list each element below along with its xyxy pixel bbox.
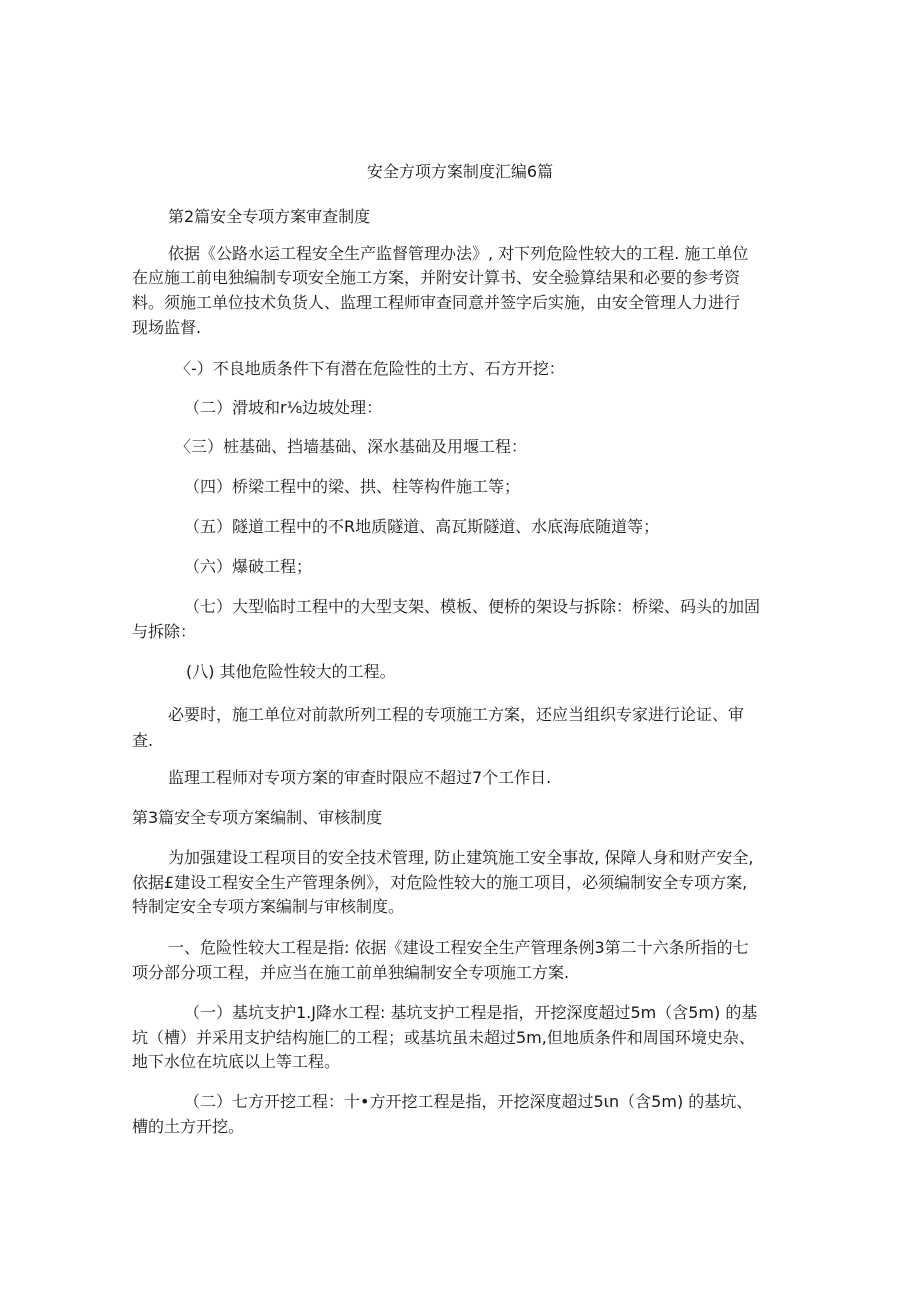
list-item-3: 〈三）桩基础、挡墙基础、深水基础及用堰工程： bbox=[175, 437, 528, 456]
list-item-7-line-2: 与拆除： bbox=[132, 622, 197, 641]
review-limit: 监理工程师对专项方案的审查时限应不超过7个工作日. bbox=[168, 768, 552, 787]
section-2-intro-line-4: 现场监督. bbox=[132, 318, 202, 337]
list-item-6: （六）爆破工程； bbox=[184, 557, 313, 576]
point-1-line-1: 一、危险性较大工程是指: 依据《建设工程安全生产管理条例3第二十六条所指的七 bbox=[168, 938, 749, 957]
sub-1-line-3: 地下水位在坑底以上等工程。 bbox=[132, 1052, 341, 1071]
section-2-intro-line-2: 在应施工前电独编制专项安全施工方案，并附安计算书、安全验算结果和必要的参考资 bbox=[132, 268, 741, 287]
list-item-8: (八) 其他危险性较大的工程。 bbox=[186, 662, 396, 681]
point-1-line-2: 项分部分项工程，并应当在施工前单独编制安全专项施工方案. bbox=[132, 963, 570, 982]
list-item-4: （四）桥梁工程中的梁、拱、柱等构件施工等； bbox=[184, 477, 521, 496]
section-2-heading: 第2篇安全专项方案审查制度 bbox=[168, 207, 371, 226]
list-item-1: 〈-）不良地质条件下有潜在危险性的土方、石方开挖： bbox=[175, 359, 565, 378]
list-item-7-line-1: （七）大型临时工程中的大型支架、模板、便桥的架设与拆除：桥梁、码头的加固 bbox=[184, 597, 761, 616]
section-3-intro-line-1: 为加强建设工程项目的安全技术管理, 防止建筑施工安全事故, 保障人身和财产安全, bbox=[168, 848, 754, 867]
section-3-intro-line-2: 依据£建设工程安全生产管理条例》，对危险性较大的施工项目，必须编制安全专项方案, bbox=[132, 873, 748, 892]
document-title: 安全方项方案制度汇编6篇 bbox=[366, 162, 554, 181]
section-3-heading: 第3篇安全专项方案编制、审核制度 bbox=[132, 808, 383, 827]
sub-2-line-2: 槽的土方开挖。 bbox=[132, 1117, 245, 1136]
sub-2-line-1: （二）七方开挖工程：十•方开挖工程是指，开挖深度超过5ιn（含5m) 的基坑、 bbox=[184, 1092, 753, 1111]
section-2-intro-line-3: 料。须施工单位技术负货人、监理工程师审查同意并签字后实施，由安全管理人力进行 bbox=[132, 293, 741, 312]
necessary-line-1: 必要时，施工单位对前款所列工程的专项施工方案，还应当组织专家进行论证、审 bbox=[168, 705, 745, 724]
list-item-2: （二）滑坡和r⅛边坡处理： bbox=[184, 398, 383, 417]
section-3-intro-line-3: 特制定安全专项方案编制与审核制度。 bbox=[132, 897, 405, 916]
sub-1-line-2: 坑（槽）并采用支护结构施匚的工程；或基坑虽未超过5m,但地质条件和周国环境史杂、 bbox=[132, 1028, 755, 1047]
list-item-5: （五）隧道工程中的不R地质隧道、高瓦斯隧道、水底海底随道等； bbox=[184, 517, 660, 536]
necessary-line-2: 查. bbox=[132, 731, 154, 750]
section-2-intro-line-1: 依据《公路水运工程安全生产监督管理办法》, 对下列危险性较大的工程. 施工单位 bbox=[168, 244, 749, 263]
sub-1-line-1: （一）基坑支护1.J降水工程: 基坑支护工程是指，开挖深度超过5m（含5m) 的基 bbox=[184, 1003, 758, 1022]
